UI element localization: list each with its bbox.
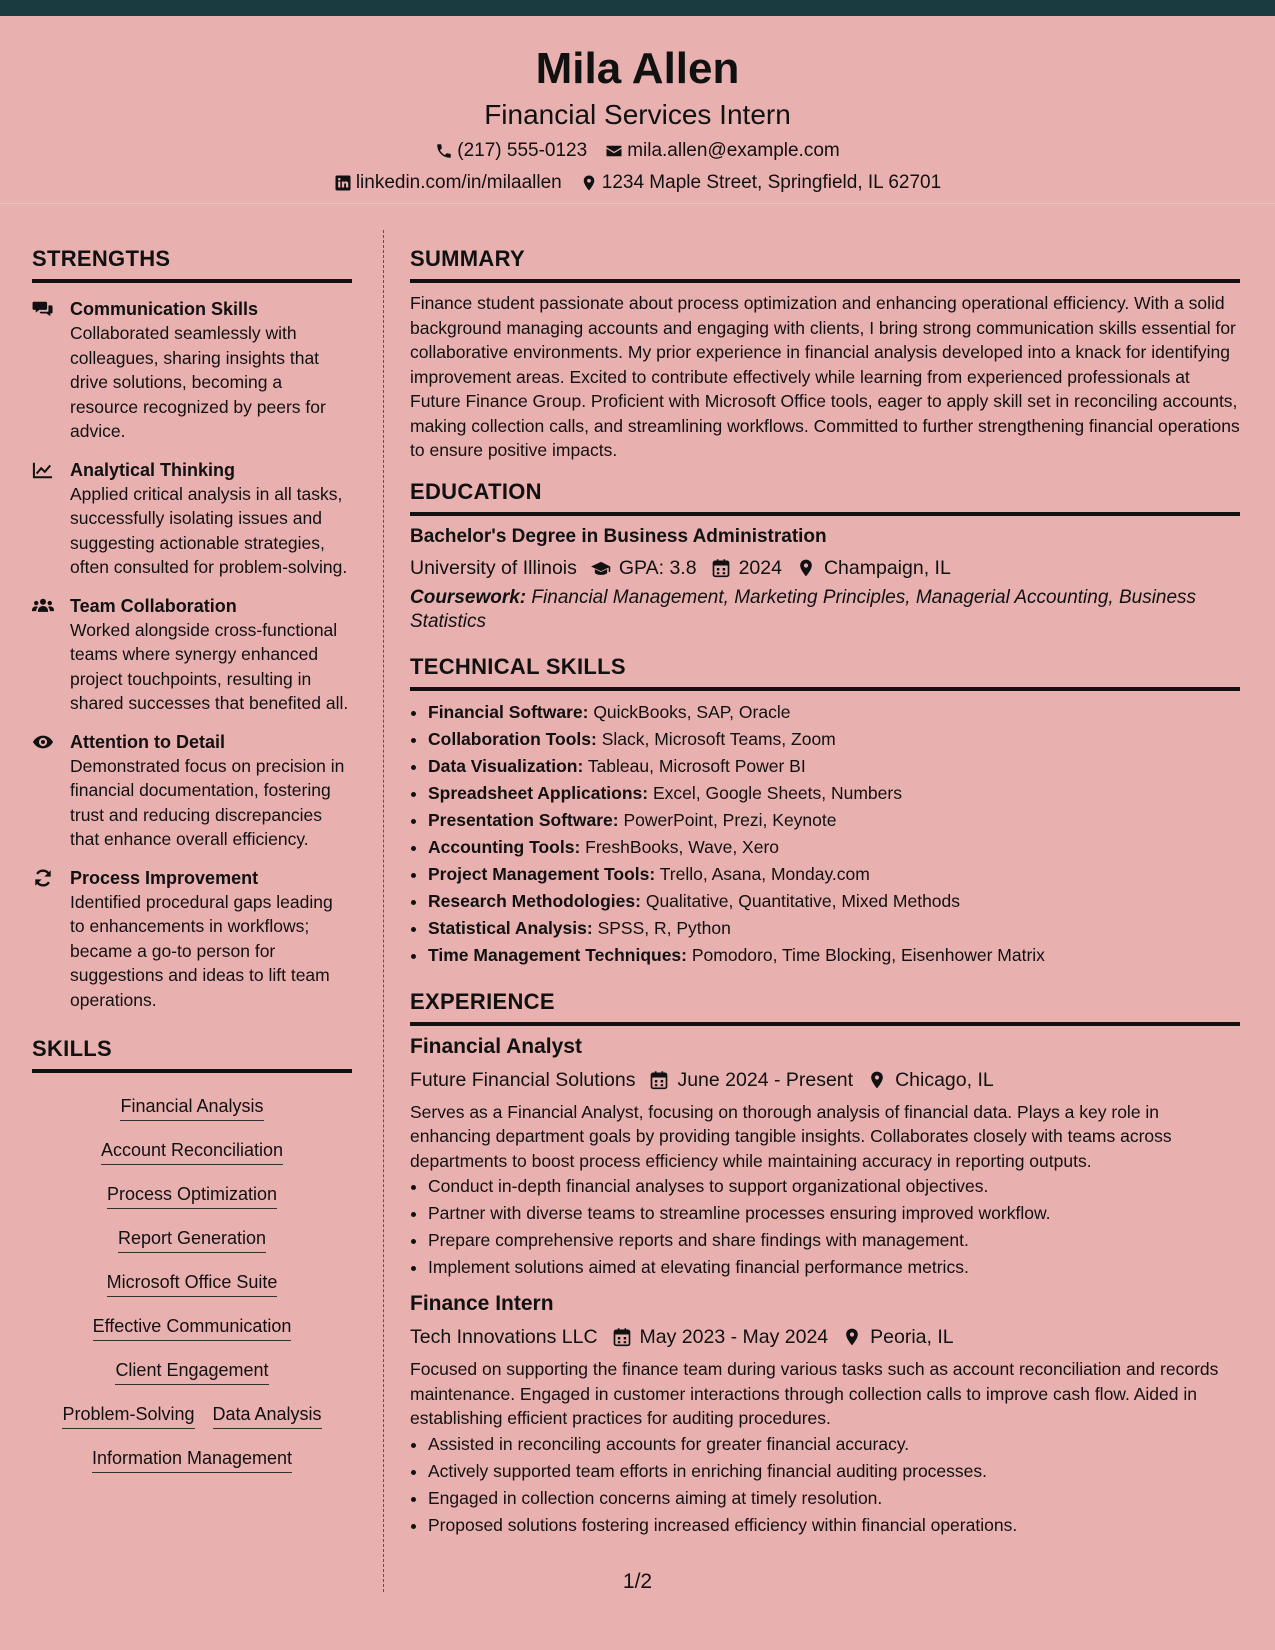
- strength-title: Team Collaboration: [70, 595, 237, 616]
- email-text: mila.allen@example.com: [627, 140, 840, 161]
- technical-skills-section: [410, 652, 1240, 969]
- candidate-title: Financial Services Intern: [484, 99, 791, 130]
- calendar-icon: [711, 558, 731, 578]
- skill-tag: Microsoft Office Suite: [107, 1269, 278, 1297]
- gpa-text: GPA: 3.8: [618, 556, 697, 579]
- linkedin-contact[interactable]: [334, 170, 562, 196]
- comments-icon: [32, 299, 54, 319]
- job-entry: [410, 1032, 1240, 1282]
- page-number: 1/2: [622, 1570, 653, 1593]
- list-item: • Implement solutions aimed at elevating financial performance metrics.: [428, 1254, 1240, 1281]
- strength-title: Process Improvement: [70, 867, 259, 888]
- job-title: Financial Analyst: [410, 1034, 582, 1058]
- right-column: [410, 244, 1240, 1539]
- job-entry: [410, 1289, 1240, 1539]
- experience-section: [410, 987, 1240, 1539]
- address-contact: [580, 170, 941, 196]
- coursework: [410, 586, 1240, 634]
- skill-tag: Process Optimization: [107, 1181, 277, 1209]
- list-item: [428, 888, 1240, 915]
- job-bullets: [428, 1431, 1240, 1539]
- experience-heading: EXPERIENCE: [410, 987, 1240, 1026]
- list-item: • Actively supported team efforts in enriching financial auditing processes.: [428, 1458, 1240, 1485]
- skill-tag: Problem-Solving: [62, 1401, 194, 1429]
- skill-label: Project Management Tools:: [428, 863, 656, 884]
- column-divider: [383, 230, 384, 1592]
- skill-tag: Report Generation: [118, 1225, 266, 1253]
- calendar-icon: [612, 1327, 632, 1347]
- skill-tag: Client Engagement: [115, 1357, 268, 1385]
- education-heading: EDUCATION: [410, 477, 1240, 516]
- skill-value: Tableau, Microsoft Power BI: [583, 755, 806, 776]
- skill-label: Presentation Software:: [428, 809, 619, 830]
- job-title: Finance Intern: [410, 1292, 554, 1315]
- degree-title: Bachelor's Degree in Business Administration: [410, 525, 827, 547]
- chart-line-icon: [32, 460, 54, 480]
- school-name: University of Illinois: [410, 556, 577, 579]
- school-location: Champaign, IL: [823, 556, 951, 579]
- skill-tag: Financial Analysis: [120, 1093, 263, 1121]
- graduation-cap-icon: [591, 558, 611, 578]
- skill-value: Qualitative, Quantitative, Mixed Methods: [640, 890, 961, 911]
- list-item: • Prepare comprehensive reports and share findings with management.: [428, 1227, 1240, 1254]
- email-contact[interactable]: [605, 138, 840, 164]
- top-color-bar: [0, 0, 1275, 16]
- map-pin-icon: [580, 174, 598, 192]
- skill-label: Accounting Tools:: [428, 836, 581, 857]
- list-item: • Engaged in collection concerns aiming at timely resolution.: [428, 1485, 1240, 1512]
- strength-title: Analytical Thinking: [70, 459, 236, 480]
- list-item: • Proposed solutions fostering increased efficiency within financial operations.: [428, 1512, 1240, 1539]
- list-item: [428, 699, 1240, 726]
- skill-value: FreshBooks, Wave, Xero: [580, 836, 780, 857]
- company-name: Tech Innovations LLC: [410, 1326, 598, 1348]
- list-item: • Partner with diverse teams to streamline processes ensuring improved workflow.: [428, 1200, 1240, 1227]
- map-pin-icon: [796, 558, 816, 578]
- job-description: Focused on supporting the finance team during various tasks such as account reconciliation and records maintenance. Engaged in customer interactions through collection calls to improve cash flow. Aided in establishing efficient practices for auditing procedures.: [410, 1359, 1219, 1428]
- strength-desc: Demonstrated focus on precision in financial documentation, fostering trust and reducing discrepancies that enhance overall efficiency.: [70, 755, 345, 849]
- left-column: [32, 244, 352, 1481]
- strengths-heading: STRENGTHS: [32, 244, 352, 283]
- skill-value: SPSS, R, Python: [592, 917, 731, 938]
- users-icon: [32, 596, 54, 616]
- job-location: Peoria, IL: [870, 1326, 954, 1348]
- skill-value: Pomodoro, Time Blocking, Eisenhower Matrix: [687, 944, 1045, 965]
- skills-list: [32, 1085, 352, 1481]
- linkedin-text: linkedin.com/in/milaallen: [355, 172, 562, 193]
- skill-value: Trello, Asana, Monday.com: [655, 863, 870, 884]
- strength-item: [32, 594, 352, 716]
- calendar-icon: [649, 1070, 669, 1090]
- job-dates: June 2024 - Present: [677, 1068, 854, 1091]
- skills-heading: SKILLS: [32, 1034, 352, 1073]
- list-item: • Conduct in-depth financial analyses to support organizational objectives.: [428, 1173, 1240, 1200]
- skill-label: Statistical Analysis:: [428, 917, 593, 938]
- envelope-icon: [605, 142, 623, 160]
- contact-row-2: [0, 170, 1275, 196]
- job-description: Serves as a Financial Analyst, focusing on thorough analysis of financial data. Plays a key role in enhancing department goals by providing tangible insights. Collaborates closely with teams across departments to boost process efficiency while maintaining accuracy in reporting outputs.: [410, 1101, 1172, 1171]
- skill-tag: Data Analysis: [213, 1401, 322, 1429]
- list-item: [428, 753, 1240, 780]
- list-item: [428, 780, 1240, 807]
- linkedin-icon: [334, 174, 352, 192]
- phone-text: (217) 555-0123: [457, 140, 588, 161]
- skill-label: Collaboration Tools:: [428, 728, 597, 749]
- skill-value: Slack, Microsoft Teams, Zoom: [596, 728, 836, 749]
- strength-desc: Worked alongside cross-functional teams where synergy enhanced project touchpoints, resulting in shared successes that benefited all.: [70, 619, 349, 713]
- technical-skills-heading: TECHNICAL SKILLS: [410, 652, 1240, 691]
- skill-label: Spreadsheet Applications:: [428, 782, 649, 803]
- refresh-icon: [32, 868, 54, 888]
- skill-label: Data Visualization:: [428, 755, 584, 776]
- summary-heading: SUMMARY: [410, 244, 1240, 283]
- strength-item: [32, 730, 352, 852]
- phone-contact: [435, 138, 587, 164]
- strength-item: [32, 866, 352, 1013]
- job-meta: [410, 1323, 1240, 1351]
- map-pin-icon: [842, 1327, 862, 1347]
- skill-label: Research Methodologies:: [428, 890, 641, 911]
- list-item: [428, 726, 1240, 753]
- education-section: [410, 477, 1240, 634]
- strength-desc: Identified procedural gaps leading to enhancements in workflows; became a go-to person for suggestions and ideas to lift team operations.: [70, 891, 333, 1010]
- skill-tag: Account Reconciliation: [101, 1137, 283, 1165]
- contact-row-1: [0, 138, 1275, 164]
- skill-value: PowerPoint, Prezi, Keynote: [618, 809, 837, 830]
- graduation-year: 2024: [738, 556, 782, 579]
- skill-tag: Information Management: [92, 1445, 292, 1473]
- list-item: [428, 834, 1240, 861]
- skill-label: Time Management Techniques:: [428, 944, 687, 965]
- resume-header: [0, 16, 1275, 204]
- coursework-list: Financial Management, Marketing Principles, Managerial Accounting, Business Statistics: [410, 586, 1197, 632]
- list-item: [428, 915, 1240, 942]
- coursework-label: Coursework:: [410, 586, 527, 608]
- job-dates: May 2023 - May 2024: [639, 1326, 829, 1348]
- strength-item: [32, 458, 352, 580]
- skill-value: Excel, Google Sheets, Numbers: [648, 782, 902, 803]
- summary-text: Finance student passionate about process optimization and enhancing operational efficiency. With a solid background managing accounts and engaging with clients, I bring strong communication skills essential for collaborative environments. My prior experience in financial analysis developed into a knack for identifying improvement areas. Excited to contribute effectively while learning from experienced professionals at Future Finance Group. Proficient with Microsoft Office tools, eager to apply skill set in reconciling accounts, making collection calls, and streamlining workflows. Committed to further strengthening financial operations to ensure positive impacts.: [410, 293, 1240, 460]
- education-meta: [410, 554, 1240, 582]
- skill-value: QuickBooks, SAP, Oracle: [588, 701, 791, 722]
- list-item: [428, 807, 1240, 834]
- phone-icon: [435, 142, 453, 160]
- strength-item: [32, 297, 352, 444]
- job-meta: [410, 1066, 1240, 1094]
- list-item: [428, 861, 1240, 888]
- strength-desc: Collaborated seamlessly with colleagues, sharing insights that drive solutions, becoming a resource recognized by peers for advice.: [70, 323, 326, 441]
- job-location: Chicago, IL: [895, 1068, 994, 1091]
- map-pin-icon: [867, 1070, 887, 1090]
- candidate-name: Mila Allen: [535, 44, 740, 93]
- strength-title: Attention to Detail: [70, 731, 225, 752]
- skill-tag: Effective Communication: [93, 1313, 292, 1341]
- eye-icon: [32, 732, 54, 752]
- list-item: [428, 942, 1240, 969]
- strength-desc: Applied critical analysis in all tasks, successfully isolating issues and suggesting actionable strategies, often consulted for problem-solving.: [70, 483, 348, 577]
- list-item: • Assisted in reconciling accounts for greater financial accuracy.: [428, 1431, 1240, 1458]
- job-bullets: [428, 1173, 1240, 1281]
- skill-label: Financial Software:: [428, 701, 589, 722]
- address-text: 1234 Maple Street, Springfield, IL 62701: [601, 172, 942, 193]
- strength-title: Communication Skills: [70, 299, 259, 319]
- company-name: Future Financial Solutions: [410, 1068, 636, 1091]
- technical-skills-list: [428, 699, 1240, 969]
